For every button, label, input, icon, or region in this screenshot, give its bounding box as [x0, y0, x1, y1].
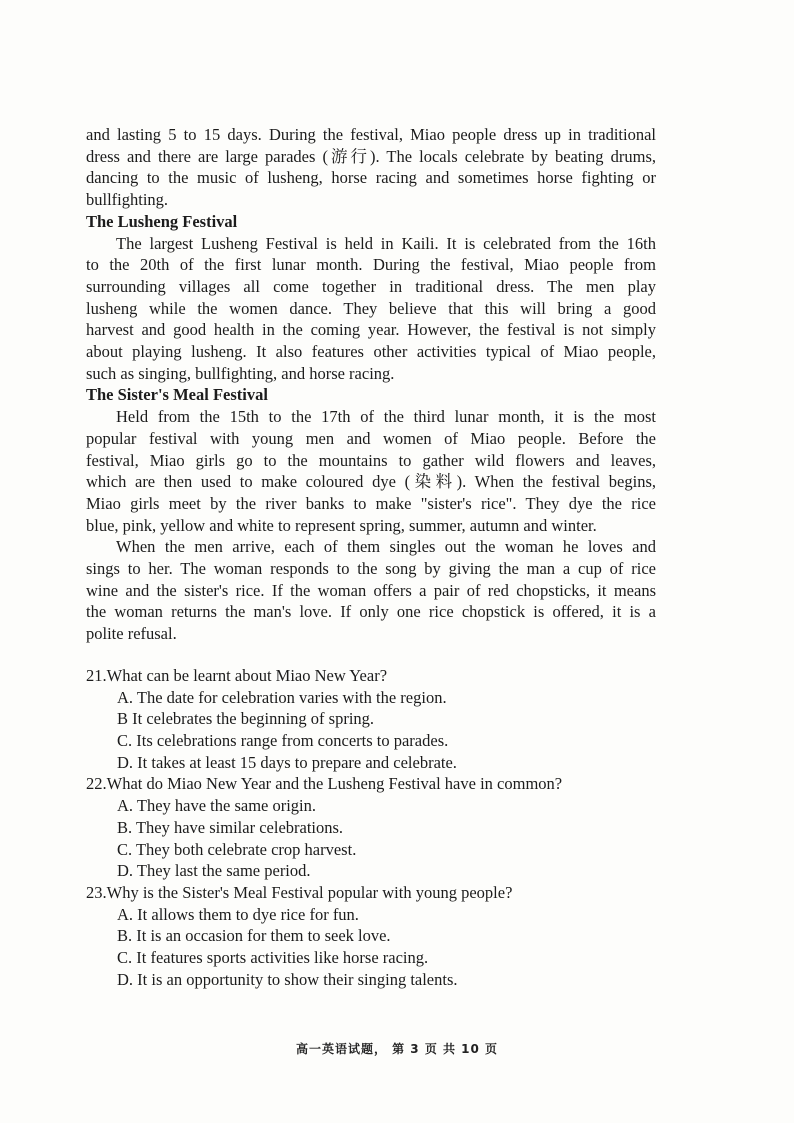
text-line: The largest Lusheng Festival is held in Kaili. It is celebrated from the 16th — [116, 233, 656, 253]
question-stem: 23.Why is the Sister's Meal Festival popular with young people? — [86, 882, 513, 902]
text-line: about playing lusheng. It also features other activities typical of Miao people, — [86, 342, 656, 362]
sisters-meal-paragraph-1 — [86, 406, 656, 536]
question-23 — [86, 882, 656, 991]
lusheng-paragraph — [86, 233, 656, 385]
text-line: wine and the sister's rice. If the woman offers a pair of red chopsticks, it means — [86, 580, 656, 600]
page-footer: 高一英语试题， 第 3 页 共 10 页 — [295, 1042, 499, 1056]
text-line: When the men arrive, each of them singles out the woman he loves and — [116, 537, 656, 557]
question-stem: 21.What can be learnt about Miao New Year? — [86, 665, 388, 685]
spacer — [86, 645, 656, 665]
question-stem: 22.What do Miao New Year and the Lusheng Festival have in common? — [86, 774, 563, 794]
sisters-meal-paragraph-2 — [86, 536, 656, 645]
text-line: popular festival with young men and women of Miao people. Before the — [86, 428, 656, 448]
answer-option[interactable]: D. They last the same period. — [117, 861, 311, 881]
text-line: the woman returns the man's love. If only one rice chopstick is offered, it is a — [86, 602, 656, 622]
answer-option[interactable]: B It celebrates the beginning of spring. — [117, 709, 375, 729]
text-line: Held from the 15th to the 17th of the third lunar month, it is the most — [116, 407, 656, 427]
answer-option[interactable]: C. Its celebrations range from concerts to parades. — [117, 730, 449, 750]
answer-option[interactable]: A. They have the same origin. — [117, 796, 317, 816]
question-22 — [86, 773, 656, 882]
text-line: lusheng while the women dance. They believe that this will bring a good — [86, 298, 656, 318]
text-line: dress and there are large parades (游行). The locals celebrate by beating drums, — [86, 146, 656, 166]
text-line: such as singing, bullfighting, and horse racing. — [86, 363, 395, 383]
question-21 — [86, 665, 656, 774]
answer-option[interactable]: C. They both celebrate crop harvest. — [117, 839, 357, 859]
answer-option[interactable]: A. The date for celebration varies with the region. — [117, 687, 447, 707]
text-line: sings to her. The woman responds to the song by giving the man a cup of rice — [86, 559, 656, 579]
text-line: polite refusal. — [86, 624, 177, 644]
text-line: festival, Miao girls go to the mountains to gather wild flowers and leaves, — [86, 450, 656, 470]
page-content — [86, 124, 656, 990]
answer-option[interactable]: D. It is an opportunity to show their singing talents. — [117, 969, 458, 989]
text-line: bullfighting. — [86, 190, 169, 210]
text-line: Miao girls meet by the river banks to make "sister's rice". They dye the rice — [86, 493, 656, 513]
answer-option[interactable]: B. It is an occasion for them to seek love. — [117, 926, 391, 946]
section-heading-sisters-meal: The Sister's Meal Festival — [86, 385, 268, 405]
answer-option[interactable]: D. It takes at least 15 days to prepare and celebrate. — [117, 752, 457, 772]
text-line: harvest and good health in the coming year. However, the festival is not simply — [86, 320, 656, 340]
section-heading-lusheng: The Lusheng Festival — [86, 211, 238, 231]
text-line: surrounding villages all come together in traditional dress. The men play — [86, 276, 656, 296]
text-line: blue, pink, yellow and white to represent spring, summer, autumn and winter. — [86, 515, 597, 535]
text-line: which are then used to make coloured dye (染料). When the festival begins, — [86, 472, 656, 492]
answer-option[interactable]: B. They have similar celebrations. — [117, 817, 344, 837]
text-line: dancing to the music of lusheng, horse racing and sometimes horse fighting or — [86, 168, 656, 188]
answer-option[interactable]: C. It features sports activities like horse racing. — [117, 948, 429, 968]
answer-option[interactable]: A. It allows them to dye rice for fun. — [117, 904, 359, 924]
text-line: and lasting 5 to 15 days. During the festival, Miao people dress up in traditional — [86, 125, 656, 144]
text-line: to the 20th of the first lunar month. During the festival, Miao people from — [86, 255, 656, 275]
intro-paragraph — [86, 124, 656, 211]
